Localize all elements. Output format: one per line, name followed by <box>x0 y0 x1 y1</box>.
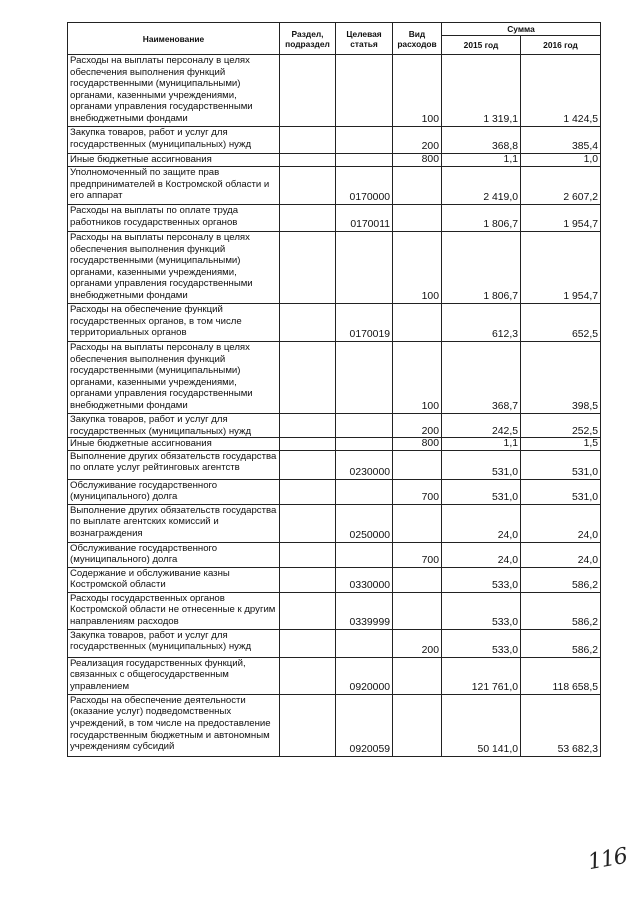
row-expense-type: 100 <box>393 342 442 414</box>
table-body <box>68 55 601 757</box>
row-section <box>280 414 336 438</box>
row-sum-2016: 118 658,5 <box>521 657 601 694</box>
row-section <box>280 542 336 567</box>
row-target <box>336 55 393 127</box>
table-row <box>68 232 601 304</box>
row-target: 0170019 <box>336 304 393 342</box>
row-expense-type: 200 <box>393 414 442 438</box>
row-sum-2016: 586,2 <box>521 567 601 592</box>
row-sum-2016: 652,5 <box>521 304 601 342</box>
budget-table <box>67 22 601 757</box>
row-target <box>336 542 393 567</box>
row-sum-2015: 531,0 <box>442 450 521 479</box>
table-row <box>68 592 601 629</box>
row-sum-2015: 242,5 <box>442 414 521 438</box>
row-expense-type: 800 <box>393 438 442 451</box>
row-expense-type <box>393 592 442 629</box>
header-year-2016: 2016 год <box>521 36 601 55</box>
row-section <box>280 438 336 451</box>
row-target: 0339999 <box>336 592 393 629</box>
row-sum-2015: 50 141,0 <box>442 694 521 756</box>
row-target: 0250000 <box>336 504 393 542</box>
row-name: Обслуживание государственного (муниципального) долга <box>68 542 280 567</box>
row-sum-2015: 533,0 <box>442 567 521 592</box>
row-target: 0170011 <box>336 205 393 232</box>
row-target: 0170000 <box>336 167 393 205</box>
row-sum-2015: 1 319,1 <box>442 55 521 127</box>
row-sum-2015: 533,0 <box>442 592 521 629</box>
table-row <box>68 342 601 414</box>
header-section: Раздел, подраздел <box>280 23 336 55</box>
row-target: 0920059 <box>336 694 393 756</box>
row-section <box>280 55 336 127</box>
row-name: Иные бюджетные ассигнования <box>68 154 280 167</box>
row-expense-type <box>393 694 442 756</box>
table-row <box>68 567 601 592</box>
row-target <box>336 154 393 167</box>
row-section <box>280 479 336 504</box>
table-row <box>68 205 601 232</box>
row-section <box>280 167 336 205</box>
row-expense-type: 100 <box>393 232 442 304</box>
row-section <box>280 567 336 592</box>
row-sum-2016: 586,2 <box>521 592 601 629</box>
row-target: 0230000 <box>336 450 393 479</box>
row-target <box>336 127 393 154</box>
row-name: Реализация государственных функций, связанных с общегосударственным управлением <box>68 657 280 694</box>
row-sum-2015: 1 806,7 <box>442 232 521 304</box>
row-name: Содержание и обслуживание казны Костромской области <box>68 567 280 592</box>
row-target <box>336 342 393 414</box>
row-expense-type <box>393 450 442 479</box>
row-name: Закупка товаров, работ и услуг для государственных (муниципальных) нужд <box>68 629 280 657</box>
row-sum-2016: 24,0 <box>521 504 601 542</box>
row-sum-2016: 586,2 <box>521 629 601 657</box>
row-expense-type <box>393 567 442 592</box>
row-name: Обслуживание государственного (муниципального) долга <box>68 479 280 504</box>
table-row <box>68 479 601 504</box>
row-section <box>280 450 336 479</box>
row-target <box>336 479 393 504</box>
row-sum-2015: 1,1 <box>442 154 521 167</box>
row-sum-2015: 368,7 <box>442 342 521 414</box>
table-row <box>68 127 601 154</box>
table-row <box>68 154 601 167</box>
row-target: 0330000 <box>336 567 393 592</box>
row-target <box>336 232 393 304</box>
row-name: Закупка товаров, работ и услуг для государственных (муниципальных) нужд <box>68 127 280 154</box>
row-sum-2016: 1 954,7 <box>521 205 601 232</box>
table-row <box>68 304 601 342</box>
row-name: Уполномоченный по защите прав предпринимателей в Костромской области и его аппарат <box>68 167 280 205</box>
row-expense-type: 800 <box>393 154 442 167</box>
row-section <box>280 342 336 414</box>
row-sum-2016: 24,0 <box>521 542 601 567</box>
table-row <box>68 55 601 127</box>
table-row <box>68 657 601 694</box>
row-expense-type: 200 <box>393 127 442 154</box>
row-sum-2015: 2 419,0 <box>442 167 521 205</box>
row-sum-2015: 121 761,0 <box>442 657 521 694</box>
row-sum-2015: 1 806,7 <box>442 205 521 232</box>
row-sum-2016: 53 682,3 <box>521 694 601 756</box>
table-row <box>68 694 601 756</box>
header-expense-type: Вид расходов <box>393 23 442 55</box>
row-section <box>280 504 336 542</box>
header-year-2015: 2015 год <box>442 36 521 55</box>
row-sum-2015: 533,0 <box>442 629 521 657</box>
row-target <box>336 414 393 438</box>
row-sum-2016: 2 607,2 <box>521 167 601 205</box>
row-target <box>336 629 393 657</box>
table-row <box>68 167 601 205</box>
row-name: Расходы на обеспечение деятельности (оказание услуг) подведомственных учреждений, в том числе на предоставление государственным бюджетным и автономным учреждениям субсидий <box>68 694 280 756</box>
table-row <box>68 414 601 438</box>
row-sum-2015: 24,0 <box>442 542 521 567</box>
row-name: Расходы на выплаты персоналу в целях обеспечения выполнения функций государственными (муниципальными) органами, казенными учреждениями, органами управления государственными внебюджетными фондами <box>68 232 280 304</box>
row-section <box>280 232 336 304</box>
row-expense-type <box>393 167 442 205</box>
row-expense-type: 100 <box>393 55 442 127</box>
header-target: Целевая статья <box>336 23 393 55</box>
row-sum-2015: 24,0 <box>442 504 521 542</box>
row-sum-2016: 1,0 <box>521 154 601 167</box>
row-sum-2015: 368,8 <box>442 127 521 154</box>
row-sum-2016: 398,5 <box>521 342 601 414</box>
row-expense-type <box>393 657 442 694</box>
row-target: 0920000 <box>336 657 393 694</box>
row-name: Выполнение других обязательств государства по выплате агентских комиссий и вознаграждения <box>68 504 280 542</box>
row-section <box>280 694 336 756</box>
row-name: Расходы на выплаты по оплате труда работников государственных органов <box>68 205 280 232</box>
row-section <box>280 205 336 232</box>
row-section <box>280 592 336 629</box>
row-sum-2016: 252,5 <box>521 414 601 438</box>
row-expense-type <box>393 205 442 232</box>
row-name: Расходы на выплаты персоналу в целях обеспечения выполнения функций государственными (муниципальными) органами, казенными учреждениями, органами управления государственными внебюджетными фондами <box>68 55 280 127</box>
row-name: Расходы на обеспечение функций государственных органов, в том числе территориальных органов <box>68 304 280 342</box>
row-sum-2015: 612,3 <box>442 304 521 342</box>
row-section <box>280 629 336 657</box>
header-name: Наименование <box>68 23 280 55</box>
page-number: 116 <box>586 843 629 876</box>
row-sum-2016: 531,0 <box>521 479 601 504</box>
row-section <box>280 127 336 154</box>
table-row <box>68 504 601 542</box>
table-row <box>68 450 601 479</box>
row-sum-2015: 531,0 <box>442 479 521 504</box>
row-expense-type: 700 <box>393 479 442 504</box>
header-sum: Сумма <box>442 23 601 36</box>
row-sum-2016: 385,4 <box>521 127 601 154</box>
table-row <box>68 438 601 451</box>
row-section <box>280 154 336 167</box>
row-section <box>280 304 336 342</box>
row-expense-type: 200 <box>393 629 442 657</box>
row-name: Расходы государственных органов Костромской области не отнесенные к другим направлениям расходов <box>68 592 280 629</box>
row-expense-type <box>393 504 442 542</box>
row-name: Выполнение других обязательств государства по оплате услуг рейтинговых агентств <box>68 450 280 479</box>
row-expense-type <box>393 304 442 342</box>
table-row <box>68 542 601 567</box>
row-sum-2016: 1 424,5 <box>521 55 601 127</box>
row-expense-type: 700 <box>393 542 442 567</box>
row-sum-2015: 1,1 <box>442 438 521 451</box>
row-name: Расходы на выплаты персоналу в целях обеспечения выполнения функций государственными (муниципальными) органами, казенными учреждениями, органами управления государственными внебюджетными фондами <box>68 342 280 414</box>
row-section <box>280 657 336 694</box>
row-target <box>336 438 393 451</box>
table-row <box>68 629 601 657</box>
row-sum-2016: 1 954,7 <box>521 232 601 304</box>
row-sum-2016: 531,0 <box>521 450 601 479</box>
row-sum-2016: 1,5 <box>521 438 601 451</box>
row-name: Иные бюджетные ассигнования <box>68 438 280 451</box>
row-name: Закупка товаров, работ и услуг для государственных (муниципальных) нужд <box>68 414 280 438</box>
